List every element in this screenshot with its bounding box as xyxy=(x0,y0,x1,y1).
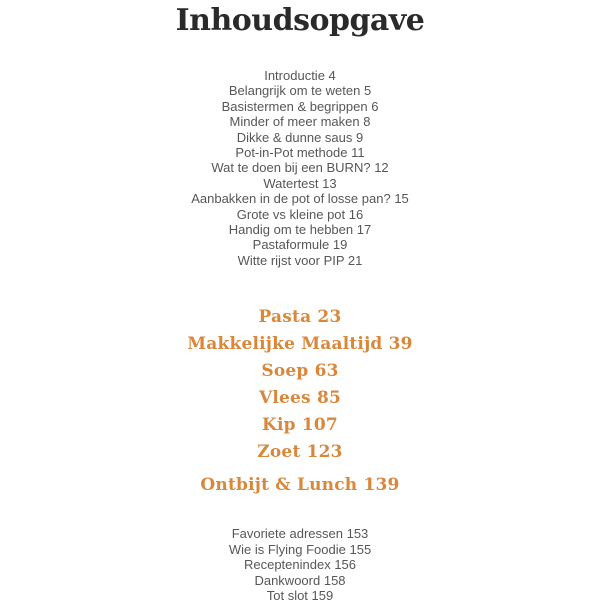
entry-label: Tot slot xyxy=(266,587,308,603)
back-matter-list xyxy=(0,526,600,603)
entry-page-number: 9 xyxy=(356,129,364,145)
toc-entry xyxy=(0,160,600,175)
toc-entry xyxy=(0,573,600,588)
entry-page-number: 159 xyxy=(311,587,334,603)
entry-page-number: 4 xyxy=(328,68,336,83)
toc-entry xyxy=(0,130,600,145)
entry-label: Wie is Flying Foodie xyxy=(228,541,346,557)
entry-page-number: 155 xyxy=(349,541,372,557)
toc-entry xyxy=(0,114,600,129)
toc-entry xyxy=(0,99,600,114)
chapter-label: Zoet xyxy=(257,442,301,463)
entry-label: Aanbakken in de pot of losse pan? xyxy=(191,191,391,207)
entry-page-number: 5 xyxy=(363,83,372,99)
toc-entry xyxy=(0,145,600,160)
toc-entry xyxy=(0,83,600,98)
toc-entry xyxy=(0,557,600,572)
entry-label: Receptenindex xyxy=(243,557,331,573)
toc-entry xyxy=(0,207,600,222)
entry-page-number: 12 xyxy=(374,160,389,176)
entry-label: Grote vs kleine pot xyxy=(236,206,346,222)
front-matter-list xyxy=(0,68,600,268)
chapter-page-number: 85 xyxy=(316,388,342,409)
chapter-page-number: 139 xyxy=(363,475,400,496)
chapter-label: Ontbijt & Lunch xyxy=(200,475,358,496)
entry-page-number: 158 xyxy=(323,572,346,588)
toc-entry xyxy=(0,176,600,191)
entry-page-number: 16 xyxy=(348,206,364,222)
entry-page-number: 153 xyxy=(346,526,369,542)
chapter-label: Vlees xyxy=(258,388,311,409)
chapter-page-number: 123 xyxy=(306,442,343,463)
chapter-entry xyxy=(0,358,600,385)
chapter-page-number: 39 xyxy=(388,334,413,355)
chapter-list xyxy=(0,304,600,499)
chapter-page-number: 63 xyxy=(314,361,339,382)
chapter-entry xyxy=(0,439,600,466)
entry-page-number: 156 xyxy=(334,557,357,573)
chapter-page-number: 23 xyxy=(317,307,342,328)
entry-page-number: 15 xyxy=(394,191,409,207)
toc-entry xyxy=(0,191,600,206)
chapter-label: Kip xyxy=(262,415,296,436)
chapter-label: Pasta xyxy=(258,307,312,328)
entry-page-number: 11 xyxy=(351,145,365,161)
chapter-label: Soep xyxy=(261,361,309,382)
chapter-entry xyxy=(0,304,600,331)
entry-label: Favoriete adressen xyxy=(231,526,343,542)
entry-page-number: 8 xyxy=(363,114,371,130)
chapter-entry xyxy=(0,412,600,439)
entry-page-number: 6 xyxy=(371,98,379,114)
chapter-entry xyxy=(0,331,600,358)
toc-entry xyxy=(0,68,600,83)
entry-page-number: 19 xyxy=(332,237,348,253)
chapter-page-number: 107 xyxy=(301,415,338,436)
entry-label: Handig om te hebben xyxy=(228,222,354,238)
page-title: Inhoudsopgave xyxy=(175,3,425,38)
entry-page-number: 17 xyxy=(356,222,372,238)
entry-label: Pot-in-Pot methode xyxy=(235,145,348,161)
entry-label: Dankwoord xyxy=(254,572,321,588)
entry-label: Pastaformule xyxy=(252,237,330,253)
chapter-label: Makkelijke Maaltijd xyxy=(187,334,383,355)
entry-page-number: 21 xyxy=(347,252,363,268)
entry-label: Wat te doen bij een BURN? xyxy=(211,160,371,176)
entry-label: Introductie xyxy=(264,68,325,83)
entry-label: Basistermen & begrippen xyxy=(221,98,368,114)
entry-page-number: 13 xyxy=(322,175,337,191)
chapter-entry xyxy=(0,472,600,499)
toc-entry xyxy=(0,222,600,237)
entry-label: Witte rijst voor PIP xyxy=(237,252,345,268)
toc-entry xyxy=(0,237,600,252)
entry-label: Belangrijk om te weten xyxy=(228,83,361,99)
toc-entry xyxy=(0,253,600,268)
toc-entry xyxy=(0,542,600,557)
chapter-entry xyxy=(0,385,600,412)
entry-label: Watertest xyxy=(263,175,319,191)
toc-entry xyxy=(0,588,600,603)
entry-label: Dikke & dunne saus xyxy=(236,129,353,145)
toc-entry xyxy=(0,526,600,541)
entry-label: Minder of meer maken xyxy=(229,114,360,130)
